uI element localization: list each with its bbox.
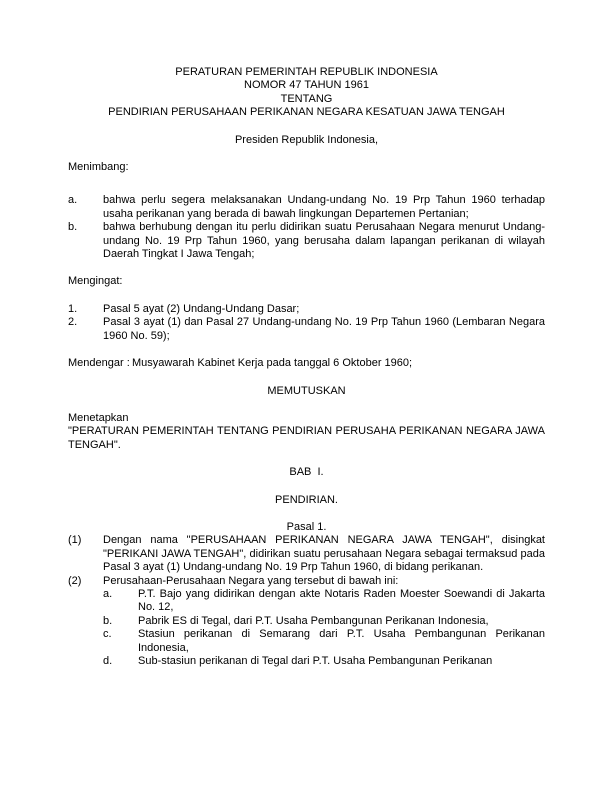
pasal1-item-1: [68, 534, 545, 574]
bab-heading: BAB I.: [289, 466, 324, 479]
item-marker: a.: [68, 194, 78, 207]
item-text: Pasal 5 ayat (2) Undang-Undang Dasar;: [103, 302, 300, 315]
item-text: Pabrik ES di Tegal, dari P.T. Usaha Pembangunan Perikanan Indonesia,: [138, 614, 489, 627]
item-marker: 1.: [68, 302, 78, 315]
item-marker: 2.: [68, 316, 78, 329]
salutation: Presiden Republik Indonesia,: [234, 133, 379, 146]
menimbang-item-b: [68, 221, 545, 261]
pasal1-subitem-c: [103, 628, 545, 655]
title-line-4: PENDIRIAN PERUSAHAAN PERIKANAN NEGARA KESATUAN JAWA TENGAH: [108, 106, 505, 119]
item-text: Perusahaan-Perusahaan Negara yang tersebut di bawah ini:: [103, 574, 399, 587]
title-line-3: TENTANG: [280, 92, 333, 105]
item-marker: a.: [103, 587, 113, 600]
item-marker: d.: [103, 655, 113, 667]
item-marker: b.: [68, 221, 78, 234]
menetapkan-text: "PERATURAN PEMERINTAH TENTANG PENDIRIAN PERUSAHA PERIKANAN NEGARA JAWA TENGAH".: [68, 425, 545, 451]
mengingat-item-2: [68, 316, 545, 343]
mendengar-text: Musyawarah Kabinet Kerja pada tanggal 6 Oktober 1960;: [132, 357, 413, 370]
item-marker: c.: [103, 628, 112, 641]
mengingat-label: Mengingat:: [68, 275, 123, 288]
pasal1-subitem-b: [103, 615, 545, 628]
item-marker: b.: [103, 614, 113, 627]
item-text: Stasiun perikanan di Semarang dari P.T. Usaha Pembangunan Perikanan Indonesia,: [138, 628, 545, 654]
mengingat-list: [68, 303, 545, 343]
item-text: Sub-stasiun perikanan di Tegal dari P.T. Usaha Pembangunan Perikanan: [138, 655, 493, 667]
item-text: bahwa berhubung dengan itu perlu didirikan suatu Perusahaan Negara menurut Undang-undang No. 19 Prp Tahun 1960, yang berusaha dalam lapangan perikanan di wilayah Daerah Tingkat I Jawa Tengah;: [103, 221, 545, 261]
pasal1-item-2: [68, 575, 545, 588]
menimbang-item-a: [68, 194, 545, 221]
mendengar-row: [68, 357, 545, 370]
item-text: P.T. Bajo yang didirikan dengan akte Notaris Raden Moester Soewandi di Jakarta No. 12,: [138, 587, 545, 614]
menimbang-list: [68, 194, 545, 261]
item-text: Dengan nama "PERUSAHAAN PERIKANAN NEGARA JAWA TENGAH", disingkat "PERIKANI JAWA TENGAH", didirikan suatu perusahaan Negara sebagai termaksud pada Pasal 3 ayat (1) Undang-undang No. 19 Prp Tahun 1960, di bidang perikanan.: [103, 534, 545, 574]
item-marker: (2): [68, 574, 82, 587]
title-line-2: NOMOR 47 TAHUN 1961: [244, 79, 369, 92]
pasal-heading: Pasal 1.: [286, 520, 327, 533]
pasal1-item-2-sublist: [103, 588, 545, 668]
pasal-1-body: [68, 534, 545, 668]
item-marker: (1): [68, 534, 82, 547]
mendengar-label: Mendengar :: [68, 357, 130, 370]
item-text: bahwa perlu segera melaksanakan Undang-undang No. 19 Prp Tahun 1960 terhadap usaha perikanan yang berada di bawah lingkungan Departemen Pertanian;: [103, 194, 545, 220]
item-text: Pasal 3 ayat (1) dan Pasal 27 Undang-undang No. 19 Prp Tahun 1960 (Lembaran Negara 1960 No. 59);: [103, 316, 545, 342]
mengingat-item-1: [68, 303, 545, 316]
menetapkan-label: Menetapkan: [68, 411, 129, 424]
title-line-1: PERATURAN PEMERINTAH REPUBLIK INDONESIA: [175, 66, 438, 78]
memutuskan-heading: MEMUTUSKAN: [267, 384, 346, 397]
menimbang-label: Menimbang:: [68, 161, 129, 174]
pasal1-subitem-a: [103, 588, 545, 615]
bab-title: PENDIRIAN.: [275, 493, 338, 506]
pasal1-subitem-d: [103, 655, 545, 668]
menetapkan-block: [68, 412, 545, 452]
document-header: [68, 66, 545, 120]
